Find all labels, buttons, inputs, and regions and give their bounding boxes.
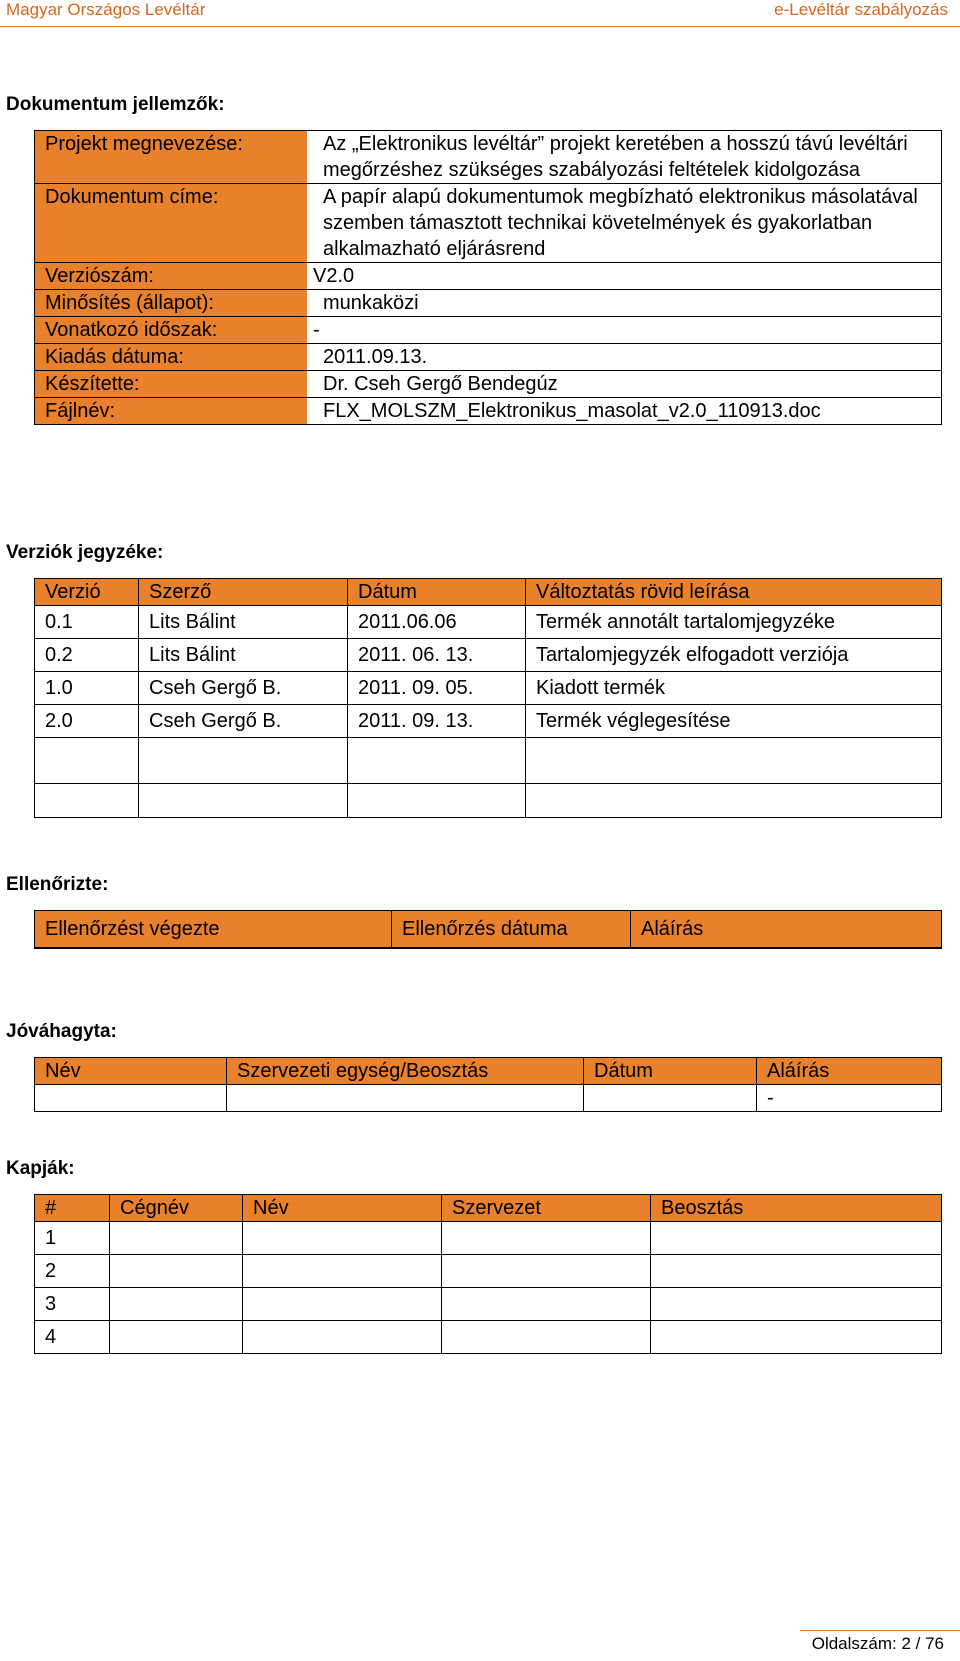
table-cell [651, 1321, 942, 1354]
page-header [0, 0, 960, 27]
footer-divider [800, 1630, 960, 1631]
table-cell: 2011. 09. 05. [348, 672, 526, 705]
column-header: Név [243, 1195, 442, 1222]
table-cell: Cseh Gergő B. [139, 705, 348, 738]
prop-value: V2.0 [307, 263, 942, 290]
column-header: Beosztás [651, 1195, 942, 1222]
table-row [35, 639, 942, 672]
table-cell: Cseh Gergő B. [139, 672, 348, 705]
table-row [35, 290, 942, 317]
prop-value: - [307, 317, 942, 344]
header-organization: Magyar Országos Levéltár [6, 0, 206, 19]
table-cell [526, 784, 942, 818]
prop-key: Minősítés (állapot): [35, 290, 308, 317]
column-header: Dátum [584, 1058, 757, 1085]
column-header: Dátum [348, 579, 526, 606]
table-cell: Kiadott termék [526, 672, 942, 705]
prop-value: Dr. Cseh Gergő Bendegúz [307, 371, 942, 398]
checked-table [34, 910, 942, 949]
column-header: Aláírás [631, 911, 942, 948]
table-cell [35, 1085, 227, 1112]
column-header: Ellenőrzést végezte [35, 911, 392, 948]
table-header-row [35, 579, 942, 606]
table-row [35, 1255, 942, 1288]
table-row [35, 1288, 942, 1321]
prop-key: Dokumentum címe: [35, 184, 308, 263]
table-row [35, 398, 942, 425]
column-header: Szerző [139, 579, 348, 606]
table-cell [442, 1321, 651, 1354]
table-cell [110, 1288, 243, 1321]
table-cell: 2011. 06. 13. [348, 639, 526, 672]
column-header: Verzió [35, 579, 139, 606]
table-row [35, 1085, 942, 1112]
table-row [35, 263, 942, 290]
table-cell [35, 784, 139, 818]
prop-value: FLX_MOLSZM_Elektronikus_masolat_v2.0_110913.doc [323, 400, 821, 422]
column-header: Ellenőrzés dátuma [392, 911, 631, 948]
table-cell [348, 784, 526, 818]
table-header-row [35, 911, 942, 948]
table-cell [442, 1222, 651, 1255]
prop-value: munkaközi [307, 290, 942, 317]
table-cell [651, 1255, 942, 1288]
table-cell [35, 948, 392, 949]
table-cell: 0.1 [35, 606, 139, 639]
table-row [35, 317, 942, 344]
column-header: Szervezet [442, 1195, 651, 1222]
table-row [35, 184, 942, 263]
table-cell [139, 738, 348, 784]
header-document-series: e-Levéltár szabályozás [774, 0, 948, 19]
approved-title: Jóváhagyta: [6, 1021, 117, 1042]
table-header-row [35, 1058, 942, 1085]
table-cell [348, 738, 526, 784]
table-cell: - [757, 1085, 942, 1112]
page-number: Oldalszám: 2 / 76 [811, 1634, 944, 1653]
table-cell: 2 [35, 1255, 110, 1288]
recipients-table [34, 1194, 942, 1354]
table-cell [110, 1255, 243, 1288]
prop-key: Készítette: [35, 371, 308, 398]
prop-key: Projekt megnevezése: [35, 131, 308, 184]
table-row [35, 606, 942, 639]
column-header: Szervezeti egység/Beosztás [227, 1058, 584, 1085]
prop-key: Vonatkozó időszak: [35, 317, 308, 344]
prop-key: Kiadás dátuma: [35, 344, 308, 371]
prop-value: Az „Elektronikus levéltár” projekt keretében a hosszú távú levéltári megőrzéshez szükséges szabályozási feltételek kidolgozása [307, 131, 942, 184]
table-cell [110, 1321, 243, 1354]
table-cell: Lits Bálint [139, 639, 348, 672]
table-cell: 0.2 [35, 639, 139, 672]
table-cell [651, 1288, 942, 1321]
column-header: Aláírás [757, 1058, 942, 1085]
prop-key: Fájlnév: [35, 398, 308, 425]
table-row [35, 738, 942, 784]
table-row [35, 1222, 942, 1255]
table-cell [243, 1255, 442, 1288]
table-cell: 2011.06.06 [348, 606, 526, 639]
table-cell [651, 1222, 942, 1255]
table-cell: 2.0 [35, 705, 139, 738]
table-cell [584, 1085, 757, 1112]
table-row [35, 784, 942, 818]
versions-title: Verziók jegyzéke: [6, 542, 164, 563]
checked-title: Ellenőrizte: [6, 874, 109, 895]
table-row [35, 705, 942, 738]
table-row [35, 948, 942, 949]
table-cell [392, 948, 631, 949]
table-cell: 1 [35, 1222, 110, 1255]
table-cell [243, 1321, 442, 1354]
table-cell: 1.0 [35, 672, 139, 705]
table-cell [35, 738, 139, 784]
table-cell [526, 738, 942, 784]
table-header-row [35, 1195, 942, 1222]
prop-value: 2011.09.13. [307, 344, 942, 371]
table-cell [243, 1222, 442, 1255]
table-cell [110, 1222, 243, 1255]
table-row [35, 1321, 942, 1354]
recipients-title: Kapják: [6, 1158, 75, 1179]
table-cell [139, 784, 348, 818]
column-header: Cégnév [110, 1195, 243, 1222]
doc-props-title: Dokumentum jellemzők: [6, 94, 225, 115]
table-cell [243, 1288, 442, 1321]
table-cell: Termék annotált tartalomjegyzéke [526, 606, 942, 639]
prop-key: Verziószám: [35, 263, 308, 290]
column-header: Név [35, 1058, 227, 1085]
table-cell: Lits Bálint [139, 606, 348, 639]
table-cell: Termék véglegesítése [526, 705, 942, 738]
table-cell [631, 948, 942, 949]
table-cell [442, 1288, 651, 1321]
table-cell [442, 1255, 651, 1288]
table-cell: Tartalomjegyzék elfogadott verziója [526, 639, 942, 672]
prop-value: A papír alapú dokumentumok megbízható elektronikus másolatával szemben támasztott technikai követelmények és gyakorlatban alkalmazható eljárásrend [307, 184, 942, 263]
table-row [35, 131, 942, 184]
doc-props-table [34, 130, 942, 425]
table-cell [227, 1085, 584, 1112]
table-row [35, 672, 942, 705]
table-row [35, 371, 942, 398]
table-row [35, 344, 942, 371]
approved-table [34, 1057, 942, 1112]
table-cell: 2011. 09. 13. [348, 705, 526, 738]
table-cell: 3 [35, 1288, 110, 1321]
versions-table [34, 578, 942, 818]
column-header: # [35, 1195, 110, 1222]
column-header: Változtatás rövid leírása [526, 579, 942, 606]
table-cell: 4 [35, 1321, 110, 1354]
